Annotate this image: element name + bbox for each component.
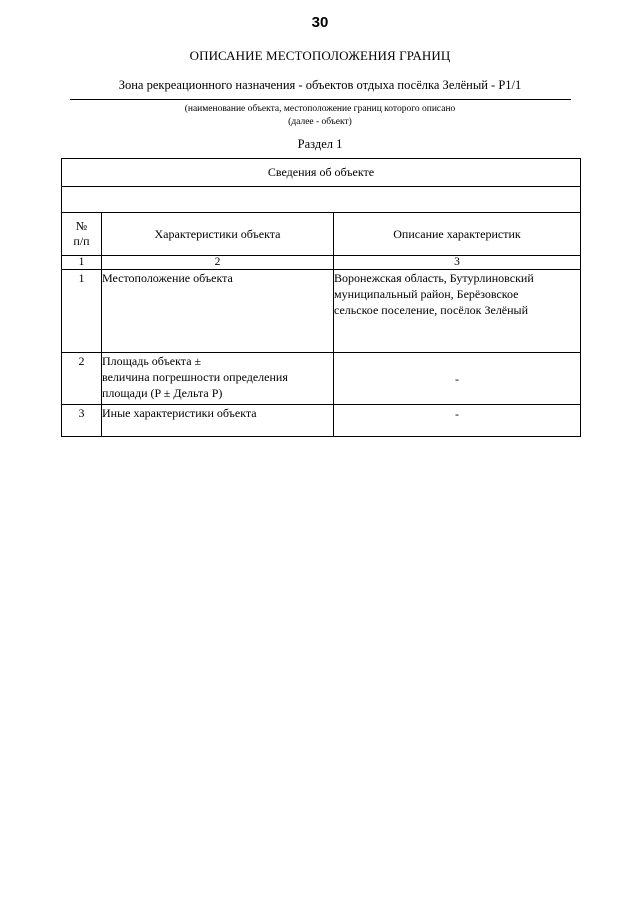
caption-line-2: (далее - объект)	[288, 117, 352, 127]
header-description: Описание характеристик	[334, 213, 581, 256]
table-title-row	[62, 159, 581, 187]
table-row	[62, 353, 581, 405]
column-number: 3	[334, 256, 581, 270]
row-description: -	[334, 353, 581, 405]
table-row	[62, 270, 581, 353]
object-name: Зона рекреационного назначения - объектов отдыха посёлка Зелёный - Р1/1	[118, 78, 522, 92]
row-characteristic: Местоположение объекта	[102, 270, 334, 353]
row-number: 1	[62, 270, 102, 353]
table-title: Сведения об объекте	[62, 159, 581, 187]
object-info-table	[61, 158, 581, 437]
caption-line-1: (наименование объекта, местоположение границ которого описано	[184, 104, 456, 114]
column-number: 1	[62, 256, 102, 270]
section-heading: Раздел 1	[297, 137, 343, 151]
characteristic-line: величина погрешности определения	[102, 370, 288, 384]
column-number: 2	[102, 256, 334, 270]
table-header-row	[62, 213, 581, 256]
characteristic-line: площади (P ± Дельта P)	[102, 386, 223, 400]
description-line: муниципальный район, Берёзовское	[334, 287, 519, 301]
description-line: сельское поселение, посёлок Зелёный	[334, 303, 529, 317]
object-name-caption	[0, 103, 640, 129]
header-number	[62, 213, 102, 256]
row-number: 3	[62, 405, 102, 437]
description-line: Воронежская область, Бутурлиновский	[334, 271, 534, 285]
row-number: 2	[62, 353, 102, 405]
blank-cell	[62, 187, 581, 213]
row-characteristic	[102, 353, 334, 405]
row-description	[334, 270, 581, 353]
header-number-line-1: №	[75, 219, 88, 233]
page-number: 30	[311, 14, 329, 31]
object-name-underline	[70, 99, 571, 100]
table-row	[62, 405, 581, 437]
header-characteristics: Характеристики объекта	[102, 213, 334, 256]
column-number-row	[62, 256, 581, 270]
document-title: ОПИСАНИЕ МЕСТОПОЛОЖЕНИЯ ГРАНИЦ	[189, 48, 451, 63]
table-blank-row	[62, 187, 581, 213]
row-characteristic: Иные характеристики объекта	[102, 405, 334, 437]
characteristic-line: Площадь объекта ±	[102, 354, 202, 368]
header-number-line-2: п/п	[73, 234, 90, 248]
row-description: -	[334, 405, 581, 437]
